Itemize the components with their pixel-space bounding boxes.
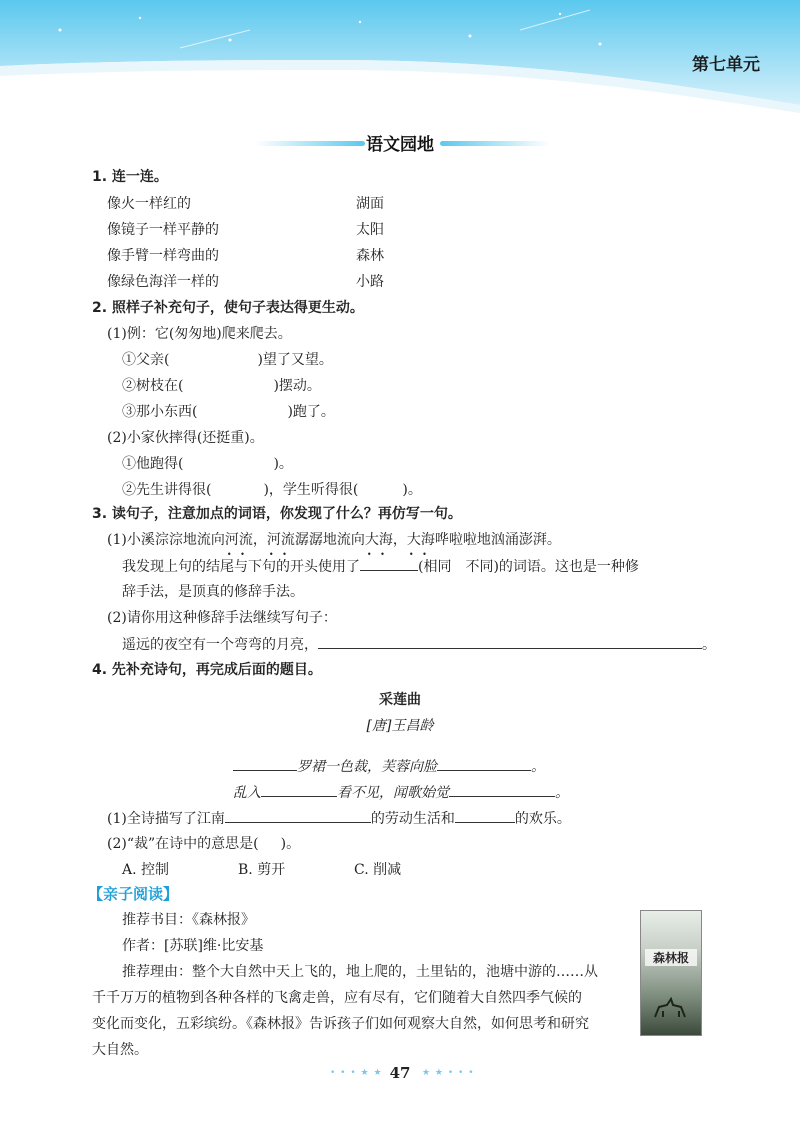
answer-blank[interactable]	[437, 756, 531, 771]
q3-title: 3. 读句子，注意加点的词语，你发现了什么？再仿写一句。	[92, 506, 462, 522]
dotted-word: 河流 • •	[267, 530, 295, 550]
poem-author: [唐]王昌龄	[366, 718, 434, 734]
section-title: 语文园地	[366, 135, 434, 155]
q4-sub2: (2)“裁”在诗中的意思是( )。	[107, 836, 301, 852]
q1-right-item: 湖面	[356, 196, 384, 212]
reading-reason-line: 千千万万的植物到各种各样的飞禽走兽，应有尽有，它们随着大自然四季气候的	[92, 990, 582, 1006]
q1-right-item: 小路	[356, 274, 384, 290]
header-band	[0, 0, 800, 130]
poem-title: 采莲曲	[379, 692, 421, 708]
q1-left-item: 像绿色海洋一样的	[107, 274, 219, 290]
option-c: C. 削减	[354, 862, 402, 878]
section-title-bar	[0, 128, 800, 156]
reading-reason-line: 大自然。	[92, 1042, 148, 1058]
answer-blank[interactable]	[318, 634, 702, 649]
q3-p2: (2)请你用这种修辞手法继续写句子：	[107, 610, 337, 626]
q3-p2-line: 遥远的夜空有一个弯弯的月亮， 。	[122, 634, 716, 655]
reading-reason-line: 推荐理由：整个大自然中天上飞的，地上爬的，土里钻的，池塘中游的……从	[122, 964, 598, 980]
reading-reason-line: 变化而变化，五彩缤纷。《森林报》告诉孩子们如何观察大自然，如何思考和研究	[92, 1016, 589, 1032]
deer-icon	[641, 987, 701, 1027]
dotted-word: 大海 • •	[365, 530, 393, 550]
q2-title: 2. 照样子补充句子，使句子表达得更生动。	[92, 300, 364, 316]
q3-finding-cont: 辞手法，是顶真的修辞手法。	[122, 584, 304, 600]
q2-p2-example: (2)小家伙摔得(还挺重)。	[107, 430, 264, 446]
q1-title: 1. 连一连。	[92, 169, 168, 185]
reading-author: 作者：[苏联]维·比安基	[122, 938, 264, 954]
q2-p1-c: ③那小东西( )跑了。	[122, 404, 335, 420]
q3-sentence: (1)小溪淙淙地流向河流 • •，河流 • •潺潺地流向大海 • •，大海 • •哗啦啦地汹涌澎湃。	[107, 530, 561, 550]
q3-finding: 我发现上句的结尾与下句的开头使用了 (相同 不同)的词语。这也是一种修	[122, 556, 639, 577]
answer-blank[interactable]	[261, 782, 337, 797]
q1-right-item: 森林	[356, 248, 384, 264]
q4-title: 4. 先补充诗句，再完成后面的题目。	[92, 662, 322, 678]
footer-stars-right: ★ ★ • • •	[422, 1068, 475, 1078]
q4-sub1: (1)全诗描写了江南 的劳动生活和 的欢乐。	[107, 808, 571, 829]
unit-label: 第七单元	[692, 55, 760, 75]
book-cover-title: 森林报	[645, 949, 697, 966]
option-b: B. 剪开	[238, 862, 286, 878]
dotted-word: 大海 • •	[407, 530, 435, 550]
dotted-word: 河流 • •	[225, 530, 253, 550]
q2-p2-a: ①他跑得( )。	[122, 456, 293, 472]
q1-left-item: 像火一样红的	[107, 196, 191, 212]
q2-p1-a: ①父亲( )望了又望。	[122, 352, 333, 368]
reading-title: 【亲子阅读】	[88, 885, 179, 903]
q2-p2-b: ②先生讲得很( )，学生听得很( )。	[122, 482, 422, 498]
poem-line-2: 乱入 看不见，闻歌始觉 。	[233, 782, 569, 803]
poem-line-1: 罗裙一色裁，芙蓉向脸 。	[233, 756, 545, 777]
answer-blank[interactable]	[360, 556, 418, 571]
header-wave	[0, 0, 800, 130]
answer-blank[interactable]	[455, 808, 515, 823]
q2-p1-b: ②树枝在( )摆动。	[122, 378, 321, 394]
book-cover-image	[640, 910, 702, 1036]
answer-blank[interactable]	[449, 782, 555, 797]
footer-stars-left: • • • ★ ★	[330, 1068, 383, 1078]
q1-left-item: 像镜子一样平静的	[107, 222, 219, 238]
q2-p1-example: (1)例：它(匆匆地)爬来爬去。	[107, 326, 292, 342]
answer-blank[interactable]	[233, 756, 297, 771]
page-number: 47	[389, 1064, 411, 1082]
answer-blank[interactable]	[225, 808, 371, 823]
q1-right-item: 太阳	[356, 222, 384, 238]
q1-left-item: 像手臂一样弯曲的	[107, 248, 219, 264]
option-a: A. 控制	[122, 862, 170, 878]
reading-book: 推荐书目：《森林报》	[122, 912, 255, 928]
